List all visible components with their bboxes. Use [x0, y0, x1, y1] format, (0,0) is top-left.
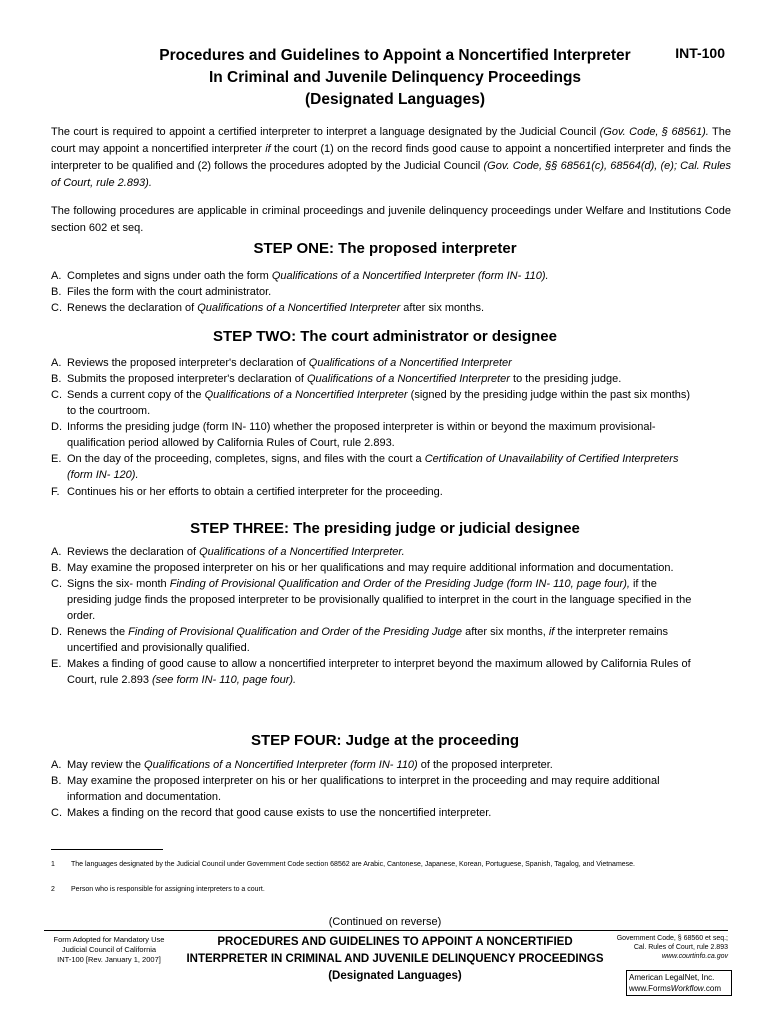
item-letter: D. — [51, 421, 62, 433]
title-line-1: Procedures and Guidelines to Appoint a Noncertified Interpreter — [159, 47, 631, 64]
court-website-link[interactable]: www.courtinfo.ca.gov — [661, 953, 728, 960]
item-letter: C. — [51, 302, 62, 314]
intro-emphasis: if — [265, 143, 271, 155]
document-title — [100, 45, 690, 111]
title-line-3: (Designated Languages) — [305, 91, 485, 108]
item-letter: E. — [51, 453, 62, 465]
footer-title — [180, 934, 610, 985]
list-item — [51, 419, 731, 451]
list-item — [51, 300, 731, 316]
item-text: Continues his or her efforts to obtain a certified interpreter for the proceeding. — [67, 486, 443, 498]
item-letter: E. — [51, 658, 62, 670]
footnote-text: Person who is responsible for assigning interpreters to a court. — [71, 886, 265, 893]
list-item — [51, 805, 731, 821]
list-item — [51, 773, 731, 805]
list-item — [51, 544, 731, 560]
list-item — [51, 576, 731, 624]
item-text: of the proposed interpreter. — [417, 759, 553, 771]
citation-line: Government Code, § 68560 et seq.; — [616, 935, 728, 942]
list-item — [51, 451, 731, 483]
item-text: after six months, — [462, 626, 549, 638]
adoption-line: Form Adopted for Mandatory Use — [53, 935, 165, 944]
footnote-number: 2 — [51, 886, 55, 893]
item-letter: C. — [51, 389, 62, 401]
intro-text: the court (1) on the record finds good cause to appoint a noncertified interpreter and finds the interpreter to be qualified and (2) follows the procedures adopted by the Judicial Council — [51, 143, 731, 172]
item-text: May examine the proposed interpreter on his or her qualifications and may require additional information and documentation. — [67, 562, 674, 574]
list-item — [51, 484, 731, 500]
footnote-divider — [51, 849, 163, 850]
item-letter: B. — [51, 562, 62, 574]
list-item — [51, 624, 731, 656]
item-text: Reviews the declaration of — [67, 546, 200, 558]
item-italic: Qualifications of a Noncertified Interpreter — [308, 357, 512, 369]
item-letter: F. — [51, 486, 60, 498]
item-italic: Finding of Provisional Qualification and Order of the Presiding Judge — [128, 626, 463, 638]
item-text: if the presiding judge finds the proposed interpreter to be provisionally qualified to interpret in the court in the language specified in the order. — [67, 578, 692, 622]
list-item — [51, 757, 731, 773]
footer-title-line: PROCEDURES AND GUIDELINES TO APPOINT A NONCERTIFIED — [217, 936, 573, 948]
adoption-line: Judicial Council of California — [61, 945, 157, 954]
item-italic: if — [548, 626, 555, 638]
step-two-list — [51, 355, 731, 500]
citation-line: Cal. Rules of Court, rule 2.893 — [633, 944, 728, 951]
item-text: Signs the six- month — [67, 578, 170, 590]
title-line-2: In Criminal and Juvenile Delinquency Proceedings — [208, 69, 582, 86]
item-text: the interpreter remains uncertified and provisionally qualified. — [67, 626, 669, 654]
list-item — [51, 560, 731, 576]
item-letter: B. — [51, 775, 62, 787]
link-part: Workflow — [670, 984, 704, 993]
item-text: to the presiding judge. — [509, 373, 622, 385]
footnote-1 — [51, 860, 671, 870]
item-text: Files the form with the court administrator. — [67, 286, 272, 298]
legal-citations — [600, 934, 728, 961]
continued-note: (Continued on reverse) — [328, 916, 442, 928]
item-text: Renews the declaration of — [67, 302, 198, 314]
footnote-number: 1 — [51, 861, 55, 868]
publisher-box — [626, 970, 732, 996]
item-italic: Qualifications of a Noncertified Interpreter (form IN- 110) — [144, 759, 418, 771]
intro-paragraph-2: The following procedures are applicable in criminal proceedings and juvenile delinquency proceedings under Welfare and Institutions Code section 602 et seq. — [51, 205, 731, 234]
item-letter: A. — [51, 357, 62, 369]
footnote-2 — [51, 885, 671, 895]
item-letter: C. — [51, 807, 62, 819]
item-text: Makes a finding of good cause to allow a noncertified interpreter to interpret beyond the maximum allowed by California Rules of Court, rule 2.893 — [67, 658, 691, 686]
step-two-heading: STEP TWO: The court administrator or designee — [213, 328, 557, 345]
item-italic: Qualifications of a Noncertified Interpreter. — [199, 546, 405, 558]
intro-citation: (Gov. Code, § 68561). — [599, 126, 709, 138]
intro-paragraph-1 — [51, 124, 731, 192]
intro-text: The court is required to appoint a certified interpreter to interpret a language designated by the Judicial Council — [51, 126, 600, 138]
item-letter: A. — [51, 546, 62, 558]
step-one-heading: STEP ONE: The proposed interpreter — [253, 240, 517, 257]
item-italic: Qualifications of a Noncertified Interpreter (form IN- 110). — [271, 270, 549, 282]
item-italic: Qualifications of a Noncertified Interpreter — [306, 373, 510, 385]
item-text: Informs the presiding judge (form IN- 110) whether the proposed interpreter is within or beyond the maximum provisional-qualification period allowed by California Rules of Court, rule 2.893. — [67, 421, 656, 449]
item-letter: A. — [51, 759, 62, 771]
item-text: (signed by the presiding judge within the past six months) to the courtroom. — [67, 389, 691, 417]
list-item — [51, 268, 731, 284]
footer-title-line: (Designated Languages) — [328, 970, 462, 982]
footer-divider — [44, 930, 728, 931]
item-text: On the day of the proceeding, completes, signs, and files with the court a — [67, 453, 425, 465]
list-item — [51, 355, 731, 371]
item-italic: Qualifications of a Noncertified Interpreter — [204, 389, 408, 401]
footnote-text: The languages designated by the Judicial Council under Government Code section 68562 are Arabic, Cantonese, Japanese, Korean, Portuguese, Spanish, Tagalog, and Vietnamese. — [71, 861, 636, 868]
item-text: Reviews the proposed interpreter's declaration of — [67, 357, 309, 369]
item-letter: A. — [51, 270, 62, 282]
adoption-line: INT-100 [Rev. January 1, 2007] — [57, 955, 161, 964]
publisher-name: American LegalNet, Inc. — [629, 973, 715, 982]
list-item — [51, 656, 731, 688]
step-four-list — [51, 757, 731, 821]
item-text: Completes and signs under oath the form — [67, 270, 272, 282]
intro-text: The court may appoint a noncertified interpreter — [51, 126, 731, 155]
form-adoption-info — [44, 935, 174, 965]
footer-title-line: INTERPRETER IN CRIMINAL AND JUVENILE DELINQUENCY PROCEEDINGS — [186, 953, 604, 965]
link-part: .com — [703, 984, 722, 993]
list-item — [51, 387, 731, 419]
step-one-list — [51, 268, 731, 316]
item-letter: C. — [51, 578, 62, 590]
item-italic: (see form IN- 110, page four). — [152, 674, 297, 686]
list-item — [51, 371, 731, 387]
item-text: May review the — [67, 759, 145, 771]
step-four-heading: STEP FOUR: Judge at the proceeding — [250, 732, 520, 749]
item-text: Sends a current copy of the — [67, 389, 205, 401]
list-item — [51, 284, 731, 300]
item-text: Makes a finding on the record that good cause exists to use the noncertified interpreter. — [67, 807, 492, 819]
publisher-website-link[interactable] — [629, 983, 729, 994]
form-number: INT-100 — [675, 45, 725, 61]
item-letter: D. — [51, 626, 62, 638]
item-text: May examine the proposed interpreter on his or her qualifications to interpret in the proceeding and may require additional information and documentation. — [67, 775, 660, 803]
item-italic: Finding of Provisional Qualification and Order of the Presiding Judge (form IN- 110, page four), — [169, 578, 630, 590]
step-three-heading: STEP THREE: The presiding judge or judicial designee — [190, 520, 580, 537]
item-text: Submits the proposed interpreter's declaration of — [67, 373, 307, 385]
step-three-list — [51, 544, 731, 688]
link-part: www.Forms — [629, 984, 671, 993]
item-letter: B. — [51, 286, 62, 298]
item-text: Renews the — [67, 626, 129, 638]
item-text: after six months. — [400, 302, 485, 314]
item-italic: Certification of Unavailability of Certified Interpreters (form IN- 120). — [67, 453, 679, 481]
intro-citation: (Gov. Code, §§ 68561(c), 68564(d), (e); Cal. Rules of Court, rule 2.893). — [51, 160, 731, 189]
item-letter: B. — [51, 373, 62, 385]
item-italic: Qualifications of a Noncertified Interpreter — [197, 302, 401, 314]
